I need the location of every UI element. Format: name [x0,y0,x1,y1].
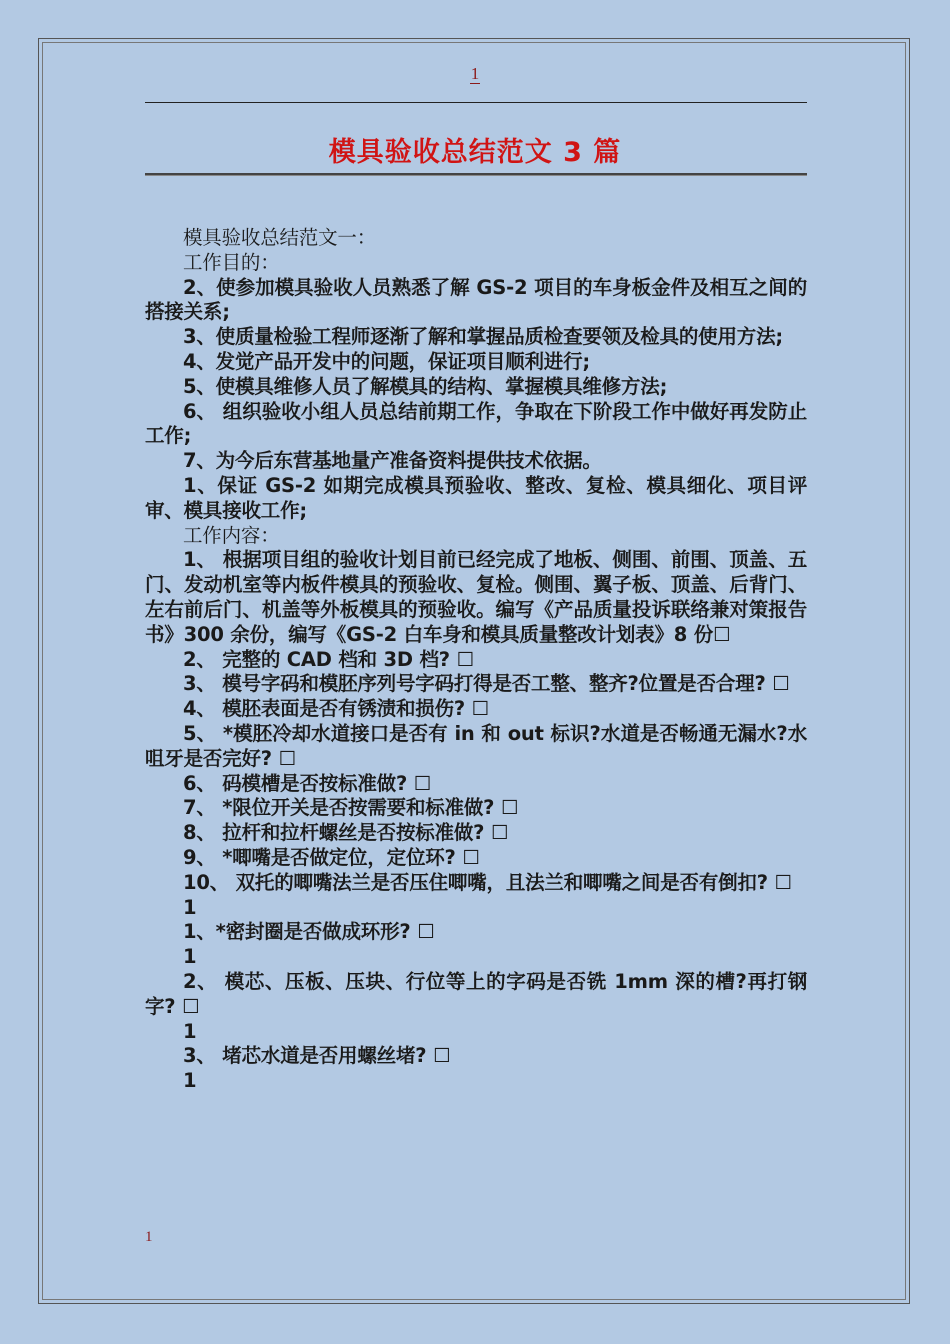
document-title: 模具验收总结范文 3 篇 [328,137,622,168]
paragraph-23: 2、 模芯、压板、压块、行位等上的字码是否铣 1mm 深的槽?再打钢字? ☐ [145,969,807,1018]
paragraph-25: 3、 堵芯水道是否用螺丝堵? ☐ [183,1044,451,1068]
paragraph-21: 1、*密封圈是否做成环形? ☐ [183,920,435,944]
paragraph-5: 5、使模具维修人员了解模具的结构、掌握模具维修方法; [183,374,668,398]
paragraph-7: 7、为今后东营基地量产准备资料提供技术依据。 [183,449,602,473]
paragraph-1: 工作目的： [183,250,280,274]
paragraph-22: 1 [183,945,197,969]
header-page-number [0,64,950,84]
footer-page-number: 1 [145,1229,153,1245]
paragraph-17: 8、 拉杆和拉杆螺丝是否按标准做? ☐ [183,821,509,845]
document-body [145,226,807,1094]
paragraph-20: 1 [183,895,197,919]
paragraph-0: 模具验收总结范文一： [183,226,377,249]
paragraph-10: 1、 根据项目组的验收计划目前已经完成了地板、侧围、前围、顶盖、五门、发动机室等内板件模具的预验收、复检。侧围、翼子板、顶盖、后背门、左右前后门、机盖等外板模具的预验收。编写《产品质量投诉联络兼对策报告书》300 余份，编写《GS-2 白车身和模具质量整改计划表》8 份☐ [145,548,807,646]
paragraph-24: 1 [183,1019,197,1043]
paragraph-3: 3、使质量检验工程师逐渐了解和掌握品质检查要领及检具的使用方法; [183,325,783,349]
paragraph-12: 3、 模号字码和模胚序列号字码打得是否工整、整齐?位置是否合理? ☐ [183,672,790,696]
paragraph-9: 工作内容： [183,523,280,547]
paragraph-19: 10、 双托的唧嘴法兰是否压住唧嘴，且法兰和唧嘴之间是否有倒扣? ☐ [183,870,792,894]
paragraph-16: 7、 *限位开关是否按需要和标准做? ☐ [183,796,519,820]
paragraph-6: 6、 组织验收小组人员总结前期工作，争取在下阶段工作中做好再发防止工作; [145,399,807,448]
header-page-number-text: 1 [470,64,480,83]
paragraph-8: 1、保证 GS-2 如期完成模具预验收、整改、复检、模具细化、项目评审、模具接收工作; [145,473,807,522]
paragraph-26: 1 [183,1069,197,1093]
paragraph-14: 5、 *模胚冷却水道接口是否有 in 和 out 标识?水道是否畅通无漏水?水咀牙是否完好? ☐ [145,721,807,770]
paragraph-4: 4、发觉产品开发中的问题，保证项目顺利进行; [183,349,590,373]
header-divider [145,102,807,103]
paragraph-15: 6、 码模槽是否按标准做? ☐ [183,771,431,795]
paragraph-13: 4、 模胚表面是否有锈渍和损伤? ☐ [183,697,489,721]
paragraph-2: 2、使参加模具验收人员熟悉了解 GS-2 项目的车身板金件及相互之间的搭接关系; [145,275,807,324]
paragraph-18: 9、 *唧嘴是否做定位，定位环? ☐ [183,845,480,869]
paragraph-11: 2、 完整的 CAD 档和 3D 档? ☐ [183,647,474,671]
title-divider [145,173,807,175]
